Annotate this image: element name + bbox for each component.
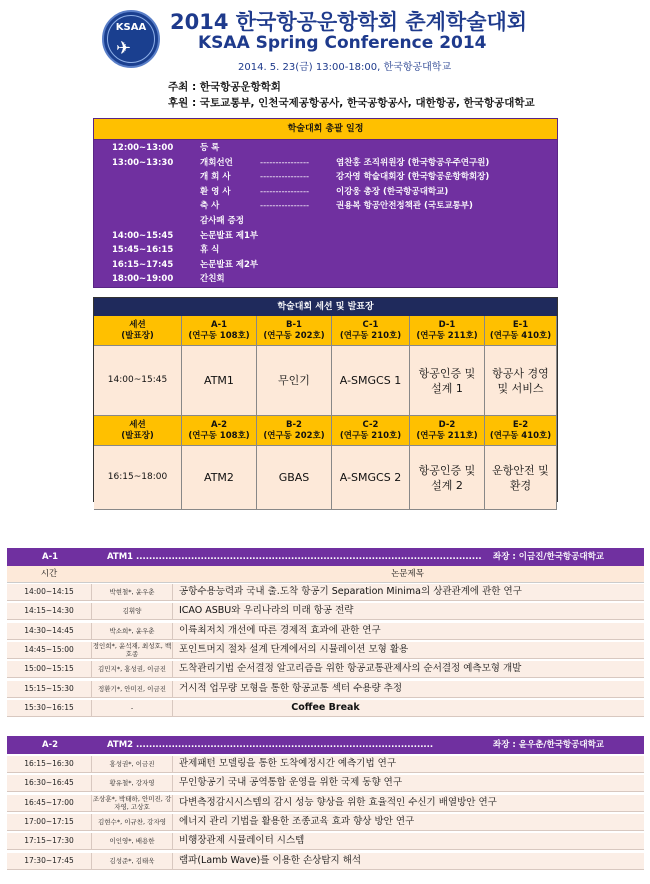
schedule-event: 논문발표 제2부 xyxy=(200,259,259,270)
session-room: (연구동 108호) xyxy=(188,330,250,341)
session-room: (연구동 211호) xyxy=(416,430,478,441)
session-name: ATM1 ........................................................................................................... xyxy=(107,552,482,562)
paper-title: 도착관리기법 순서결정 알고리즘을 위한 항공교통관제사의 순서결정 예측모형 개발 xyxy=(179,663,522,675)
session-topic-line: A-SMGCS 2 xyxy=(339,471,402,484)
session-topic-line: 항공사 경영 xyxy=(492,366,549,380)
paper-authors: 박현철*, 윤우춘 xyxy=(91,584,173,600)
schedule-person: 강자영 학술대회장 (한국항공운항학회장) xyxy=(336,172,490,183)
session-code: C-1 xyxy=(362,319,379,330)
paper-time: 17:30~17:45 xyxy=(24,855,74,865)
paper-time: 16:45~17:00 xyxy=(24,797,74,807)
paper-time: 17:00~17:15 xyxy=(24,816,74,826)
paper-row xyxy=(7,775,644,792)
session-topic-line: 운항안전 및 xyxy=(492,463,549,477)
session-topic-cell xyxy=(485,346,557,416)
paper-authors: 김현수*, 이규찬, 강자영 xyxy=(91,814,173,830)
schedule-heading: 학술대회 총괄 일정 xyxy=(94,119,557,140)
session-code: D-1 xyxy=(438,319,456,330)
session-topic-cell xyxy=(485,446,557,510)
paper-title: 에너지 관리 기법을 활용한 조종교육 효과 향상 방안 연구 xyxy=(179,815,415,827)
paper-time: 15:30~16:15 xyxy=(24,702,74,712)
session-room: (연구동 202호) xyxy=(263,330,325,341)
schedule-event: 휴 식 xyxy=(200,245,220,256)
paper-authors: 박소희*, 윤우춘 xyxy=(91,623,173,639)
paper-authors: 정인희*, 윤석재, 최성호, 백호종 xyxy=(92,641,172,658)
schedule-time: 15:45~16:15 xyxy=(112,245,174,256)
session-code: B-2 xyxy=(286,419,302,430)
schedule-time: 18:00~19:00 xyxy=(112,274,174,285)
session-topic-cell xyxy=(257,346,332,416)
date-venue: 2014. 5. 23(금) 13:00-18:00, 한국항공대학교 xyxy=(238,62,452,73)
session-code: A-1 xyxy=(210,319,228,330)
session-header-cell xyxy=(182,316,257,346)
paper-title: 포인트머지 절차 설계 단계에서의 시뮬레이션 모형 활용 xyxy=(179,643,409,655)
paper-title: 이륙최저치 개선에 따른 경제적 효과에 관한 연구 xyxy=(179,624,381,636)
session-topic-line: 무인기 xyxy=(278,374,310,387)
ksaa-logo xyxy=(102,10,160,68)
session-topic-line: 항공인증 및 xyxy=(418,366,476,380)
paper-title: ICAO ASBU와 우리나라의 미래 항공 전략 xyxy=(179,605,354,617)
schedule-dashes: ---------------- xyxy=(260,157,310,168)
session-code: 세션 xyxy=(129,419,146,430)
session-room: (연구동 108호) xyxy=(188,430,250,441)
paper-row xyxy=(7,642,644,659)
session-topic-cell xyxy=(332,446,410,510)
session-room: (연구동 202호) xyxy=(263,430,325,441)
session-chair: 좌장 : 윤우춘/한국항공대학교 xyxy=(493,740,604,750)
session-topic-cell xyxy=(182,446,257,510)
session-chair: 좌장 : 이금진/한국항공대학교 xyxy=(493,552,604,562)
paper-time: 17:15~17:30 xyxy=(24,836,74,846)
session-topic-line: ATM2 xyxy=(204,471,234,484)
session-code: E-2 xyxy=(512,419,529,430)
paper-title: Coffee Break xyxy=(291,701,360,713)
session-header-cell xyxy=(182,416,257,446)
paper-authors: 김민지*, 홍성권, 이금진 xyxy=(91,661,173,677)
overall-schedule xyxy=(93,118,558,288)
paper-authors: 이인영*, 배용한 xyxy=(91,833,173,849)
paper-authors: 김성준*, 김태욱 xyxy=(91,853,173,869)
session-header-cell xyxy=(332,416,410,446)
paper-row xyxy=(7,814,644,831)
session-header-cell xyxy=(485,316,557,346)
session-topic-line: 항공인증 및 xyxy=(418,463,476,477)
session-code: B-1 xyxy=(286,319,302,330)
session-topic-line: 환경 xyxy=(509,478,532,492)
session-band xyxy=(7,548,644,566)
session-topic-cell xyxy=(410,446,485,510)
paper-authors: 조상훈*, 박태하, 안미진, 강자영, 고상호 xyxy=(92,794,172,811)
session-code: A-2 xyxy=(210,419,228,430)
schedule-dashes: ---------------- xyxy=(260,201,310,212)
schedule-person: 염찬홍 조직위원장 (한국항공우주연구원) xyxy=(336,157,490,168)
session-room: (연구동 211호) xyxy=(416,330,478,341)
paper-title: 공항수용능력과 국내 출.도착 항공기 Separation Minima의 상관관계에 관한 연구 xyxy=(179,586,522,597)
paper-time: 16:30~16:45 xyxy=(24,778,74,788)
schedule-event: 감사패 증정 xyxy=(200,216,245,226)
session-topic-line: A-SMGCS 1 xyxy=(339,374,402,387)
session-header-cell xyxy=(257,416,332,446)
session-time-cell: 16:15~18:00 xyxy=(94,446,182,510)
schedule-time: 13:00~13:30 xyxy=(112,157,174,168)
paper-time: 15:15~15:30 xyxy=(24,683,74,693)
paper-row xyxy=(7,700,644,717)
paper-title: 거시적 업무량 모형을 통한 항공교통 섹터 수용량 추정 xyxy=(179,682,403,694)
session-room: (연구동 410호) xyxy=(489,330,552,341)
session-header-cell xyxy=(257,316,332,346)
col-time-header: 시간 xyxy=(40,569,58,579)
schedule-time: 16:15~17:45 xyxy=(112,259,174,270)
schedule-event: 논문발표 제1부 xyxy=(200,230,259,241)
session-code: C-2 xyxy=(362,419,379,430)
host-line: 주최 : 한국항공운항학회 xyxy=(168,81,281,93)
paper-authors: 황유철*, 강자영 xyxy=(91,775,173,791)
session-topic-cell xyxy=(182,346,257,416)
schedule-person: 권용복 항공안전정책관 (국토교통부) xyxy=(336,201,473,212)
session-code: A-1 xyxy=(42,552,59,562)
paper-row xyxy=(7,756,644,773)
session-room: (연구동 210호) xyxy=(339,430,402,441)
session-topic-line: 설계 1 xyxy=(431,381,463,395)
schedule-dashes: ---------------- xyxy=(260,186,310,197)
title-korean: 2014 한국항공운항학회 춘계학술대회 xyxy=(170,10,528,34)
session-code: D-2 xyxy=(438,419,456,430)
session-code: E-1 xyxy=(512,319,529,330)
session-topic-line: GBAS xyxy=(278,471,310,484)
paper-authors: 정환기*, 안미진, 이금진 xyxy=(91,681,173,697)
session-topic-line: 설계 2 xyxy=(431,478,463,492)
schedule-event: 개 회 사 xyxy=(200,172,231,183)
paper-time: 14:00~14:15 xyxy=(24,587,74,596)
paper-authors: 김휘양 xyxy=(91,603,173,619)
logo-text: KSAA xyxy=(115,22,147,33)
paper-title: 관제패턴 모델링을 통한 도착예정시간 예측기법 연구 xyxy=(179,758,396,769)
schedule-event: 환 영 사 xyxy=(200,186,231,197)
session-band xyxy=(7,736,644,754)
column-header-row xyxy=(7,566,644,583)
session-room: (연구동 210호) xyxy=(339,330,402,341)
session-topic-cell xyxy=(332,346,410,416)
paper-time: 14:15~14:30 xyxy=(24,606,74,616)
paper-row xyxy=(7,623,644,640)
paper-time: 14:45~15:00 xyxy=(24,644,74,654)
session-header-cell xyxy=(410,416,485,446)
schedule-event: 간친회 xyxy=(200,274,225,285)
session-header-cell xyxy=(485,416,557,446)
session-name: ATM2 ............................................................................................ xyxy=(107,740,434,750)
paper-authors: 홍성권*, 이금진 xyxy=(91,756,173,772)
sponsor-line: 후원 : 국토교통부, 인천국제공항공사, 한국공항공사, 대한항공, 한국항공대학교 xyxy=(168,97,535,109)
session-header-cell xyxy=(94,416,182,446)
session-code: 세션 xyxy=(129,319,146,330)
session-time-cell: 14:00~15:45 xyxy=(94,346,182,416)
session-header-cell xyxy=(410,316,485,346)
session-code: A-2 xyxy=(42,740,59,750)
schedule-event: 개회선언 xyxy=(200,157,233,168)
title-english: KSAA Spring Conference 2014 xyxy=(198,33,487,53)
session-room: (연구동 410호) xyxy=(489,430,552,441)
paper-row xyxy=(7,661,644,678)
col-paper-header: 논문제목 xyxy=(391,569,424,579)
grid-heading: 학술대회 세션 및 발표장 xyxy=(94,298,557,316)
session-topic-line: 및 서비스 xyxy=(497,381,544,395)
paper-row xyxy=(7,853,644,870)
schedule-time: 12:00~13:00 xyxy=(112,143,174,153)
schedule-event: 등 록 xyxy=(200,143,220,153)
session-room: (발표장) xyxy=(121,330,154,341)
schedule-dashes: ---------------- xyxy=(260,172,310,183)
session-room: (발표장) xyxy=(121,430,154,441)
paper-row xyxy=(7,795,644,812)
paper-title: 다변측정감시시스템의 감시 성능 향상을 위한 효율적인 수신기 배열방안 연구 xyxy=(179,796,497,808)
paper-row xyxy=(7,833,644,850)
paper-row xyxy=(7,681,644,698)
page-header xyxy=(0,0,650,90)
schedule-event: 축 사 xyxy=(200,201,220,212)
paper-title: 비행장관제 시뮬레이터 시스템 xyxy=(179,835,305,847)
session-topic-cell xyxy=(257,446,332,510)
airplane-icon: ✈ xyxy=(116,38,132,59)
paper-row xyxy=(7,584,644,601)
paper-title: 무인항공기 국내 공역통합 운영을 위한 국제 동향 연구 xyxy=(179,777,403,789)
paper-time: 15:00~15:15 xyxy=(24,664,74,674)
paper-authors: - xyxy=(91,700,173,716)
session-room-grid xyxy=(93,297,558,502)
schedule-time: 14:00~15:45 xyxy=(112,230,174,241)
paper-time: 14:30~14:45 xyxy=(24,625,74,635)
session-topic-cell xyxy=(410,346,485,416)
session-header-cell xyxy=(94,316,182,346)
paper-row xyxy=(7,603,644,620)
session-topic-line: ATM1 xyxy=(204,374,234,387)
session-header-cell xyxy=(332,316,410,346)
schedule-person: 이강웅 총장 (한국항공대학교) xyxy=(336,186,449,197)
paper-time: 16:15~16:30 xyxy=(24,759,74,768)
paper-title: 램파(Lamb Wave)를 이용한 손상탐지 해석 xyxy=(179,854,362,866)
